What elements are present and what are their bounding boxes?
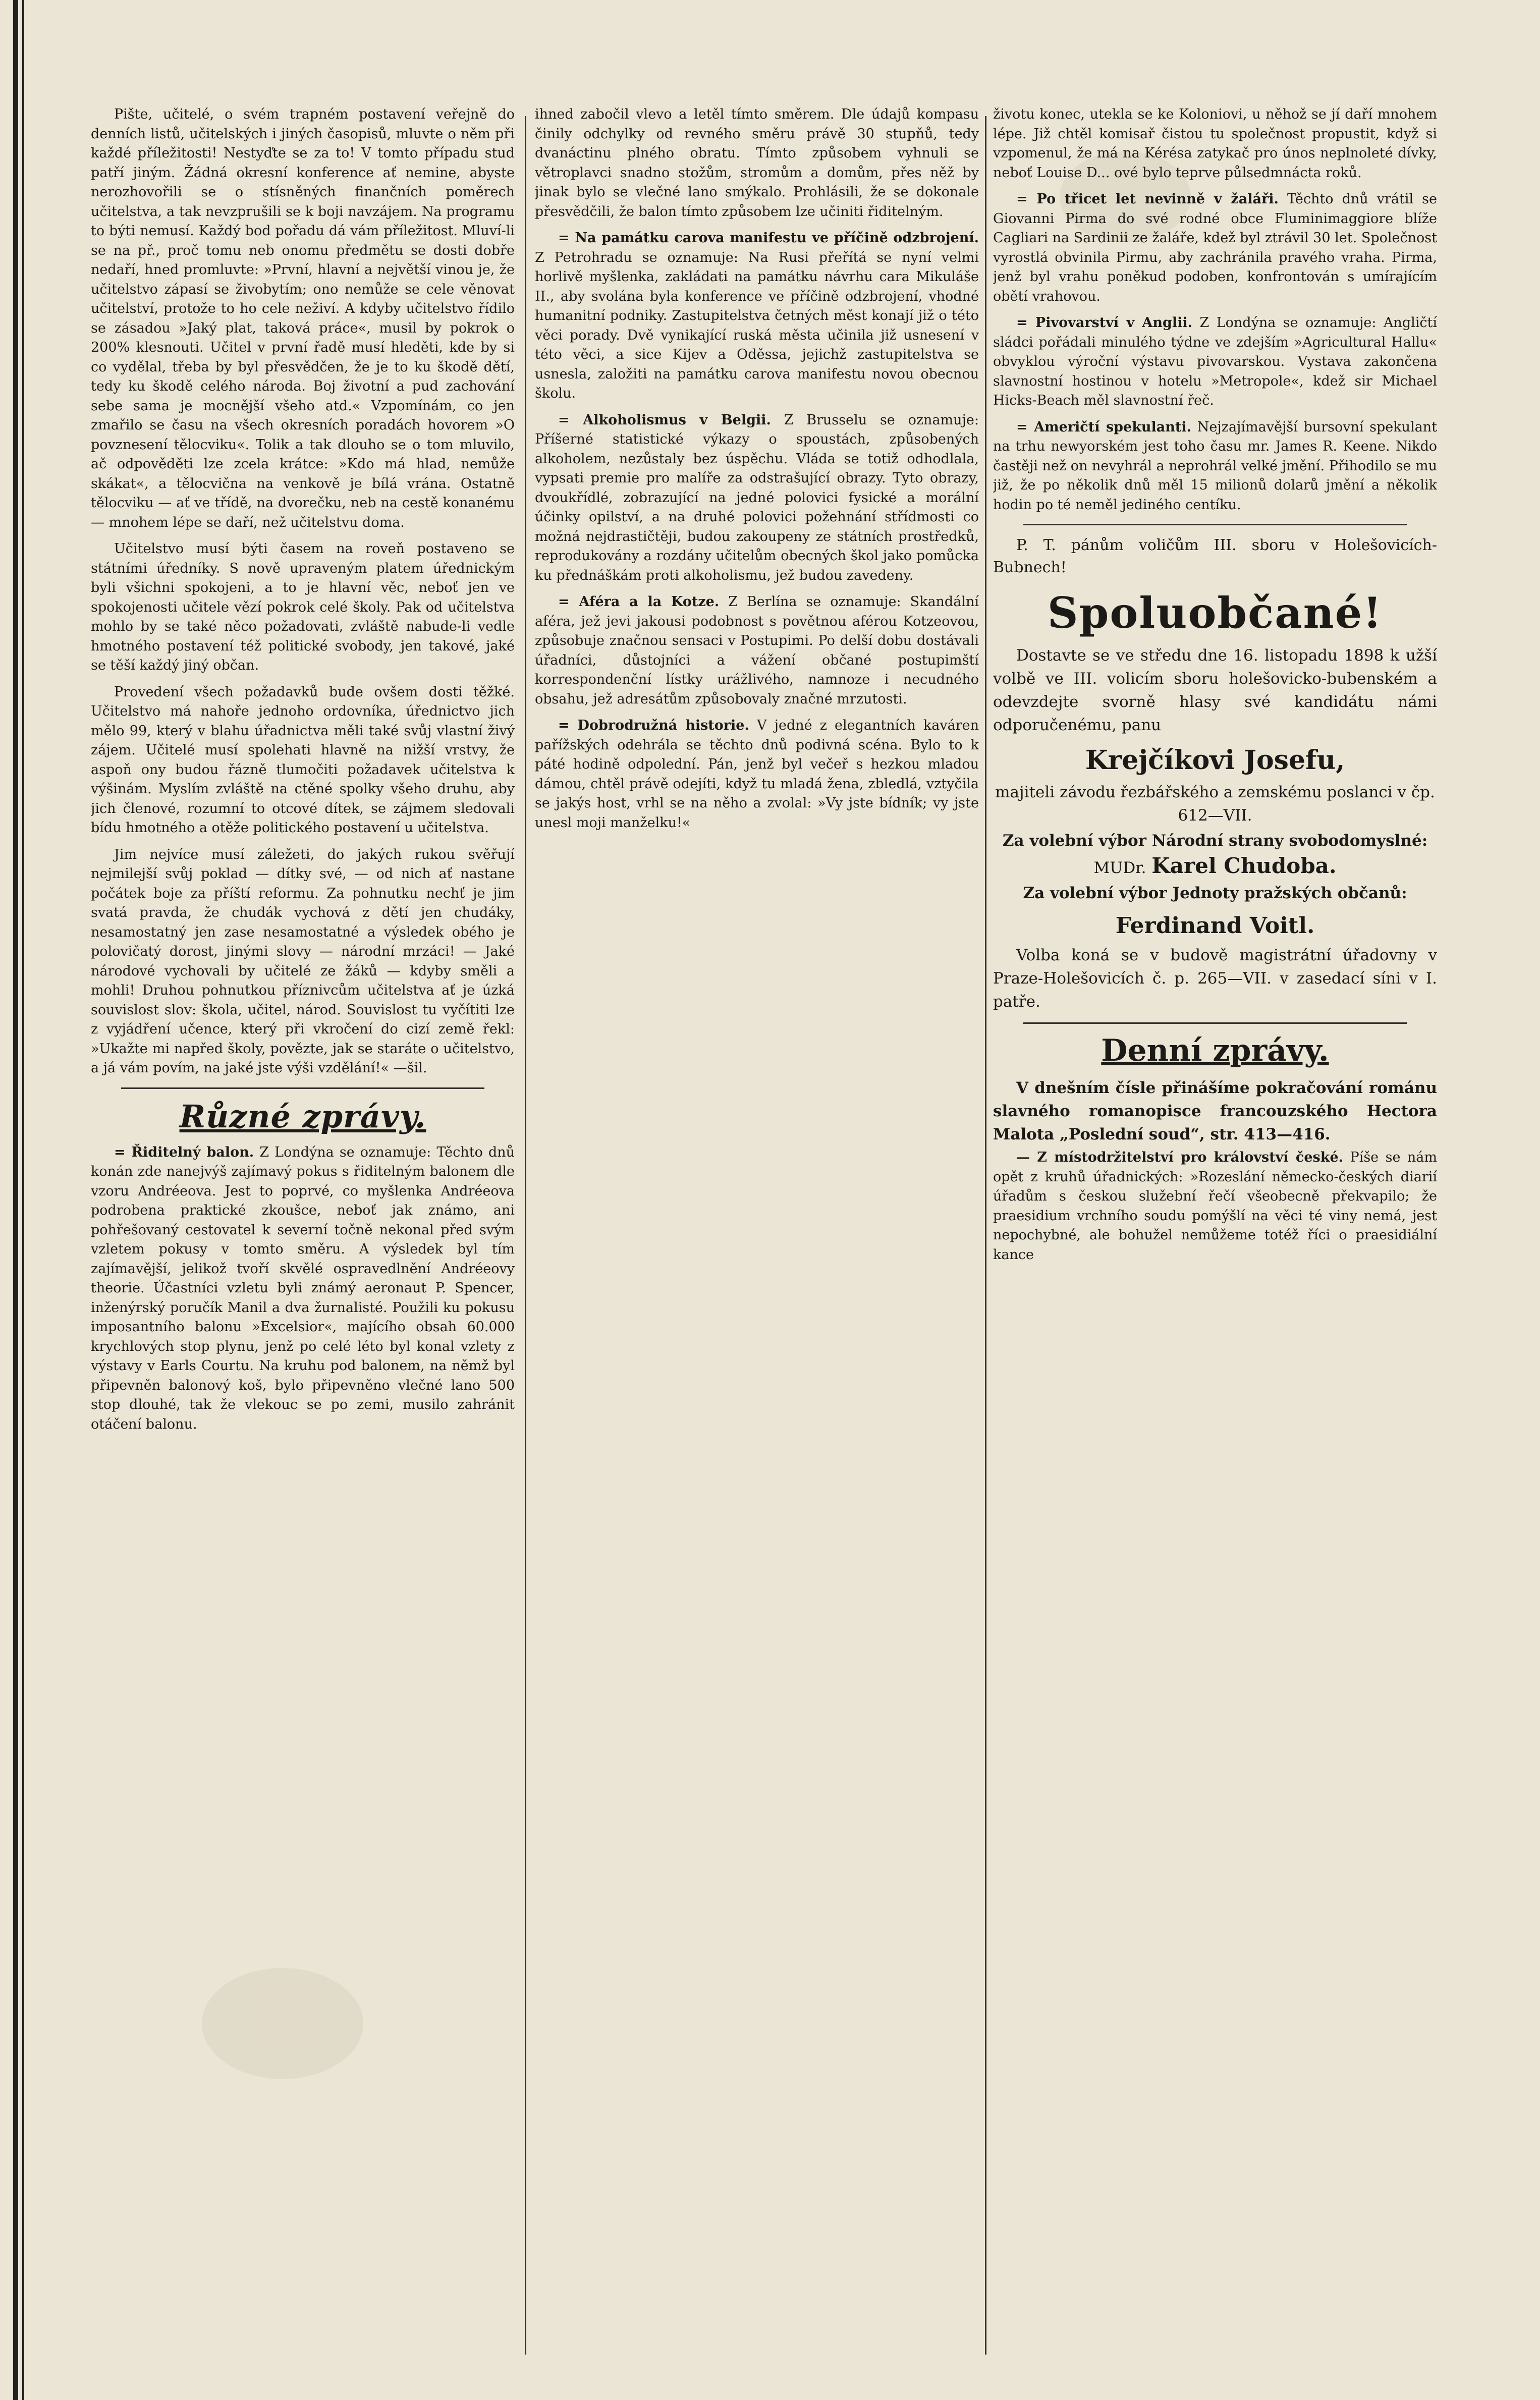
- signer-1: Karel Chudoba.: [1151, 853, 1337, 878]
- candidate-role: majiteli závodu řezbářského a zemskému poslanci v čp. 612—VII.: [995, 783, 1435, 825]
- election-notice: [993, 534, 1437, 1013]
- vote-info: Volba koná se v budově magistrátní úřadovny v Praze-Holešovicích č. p. 265—VII. v zasedací síni v I. patře.: [993, 946, 1437, 1011]
- article-title: = Pivovarství v Anglii.: [1016, 315, 1193, 331]
- article-title: = Aféra a la Kotze.: [558, 594, 720, 610]
- article-body: Píše se nám opět z kruhů úřadnických: »Rozeslání německo-českých diarií úřadům s českou služební řečí všeobecně překvapilo; že praesidium vrchního soudu pomýšlí na věci té viny nemá, jest nepochybné, ale bohužel nemůžeme totéž říci o praesidiální kance: [993, 1150, 1437, 1263]
- article-title: = Po třicet let nevinně v žaláři.: [1016, 191, 1279, 207]
- column-divider: [985, 116, 986, 2355]
- article-body: Nejzajímavější bursovní spekulant na trhu newyorském jest toho času mr. James R. Keene. Nikdo častěji než on nevyhrál a neprohrál velké jmění. Přihodilo se mu již, že po několik dnů měl 15 milionů dolarů jmění a několik hodin po té neměl jediného centíku.: [993, 419, 1437, 513]
- separator: [121, 1087, 484, 1089]
- article: [993, 418, 1437, 515]
- notice-body: Dostavte se ve středu dne 16. listopadu 1898 k užší volbě ve III. volicím sboru holešovicko-bubenském a odevzdejte svorně hlasy své kandidátu námi odporučenému, panu: [993, 646, 1437, 734]
- separator: [1023, 1022, 1407, 1024]
- paragraph: životu konec, utekla se ke Koloniovi, u něhož se jí daří mnohem lépe. Již chtěl komisař čistou tu společnost propustit, když si vzpomenul, že má na Kérésa zatykač pro únos neplnoleté dívky, neboť Louise D... ové bylo teprve půlsedmnácta roků.: [993, 106, 1437, 181]
- article-body: Z Petrohradu se oznamuje: Na Rusi přeřítá se nyní velmi horlivě myšlenka, zakládati na památku návrhu cara Mikuláše II., aby svolána byla konference ve příčině odzbrojení, vhodné humanitní podniky. Zastupitelstva četných měst konají již o této věci porady. Dvě vynikající ruská města učinila již usnesení v této věci, a sice Kijev a Oděssa, jejichž zastupitelstva se usnesla, založiti na památku carova manifestu novou obecnou školu.: [535, 249, 979, 401]
- column-3: [993, 105, 1437, 2346]
- article: [993, 1148, 1437, 1265]
- news-intro: V dnešním čísle přinášíme pokračování románu slavného romanopisce francouzského Hectora Malota „Poslední soud“, str. 413—416.: [993, 1079, 1437, 1143]
- article: [993, 313, 1437, 411]
- column-1: [91, 105, 515, 2346]
- article-title: — Z místodržitelství pro království české.: [1016, 1150, 1344, 1165]
- article-balloon: [91, 1143, 515, 1435]
- page-edge-rule: [13, 0, 31, 2400]
- section-title-denni-zpravy: Denní zprávy.: [1101, 1033, 1329, 1068]
- article: [535, 229, 979, 404]
- article-body: Z Berlína se oznamuje: Skandální aféra, jež jevi jakousi podobnost s povětnou aférou Kotzeovou, způsobuje značnou sensaci v Postupimi. Po delší dobu dostávali úřadníci, důstojníci a vážení občané postupimští korrespondenční lístky urážlivého, namnoze i necudného obsahu, jež adresátům způsobovaly značné mrzutosti.: [535, 594, 979, 707]
- article-title: = Američtí spekulanti.: [1016, 419, 1192, 435]
- notice-headline: Spoluobčané!: [1047, 588, 1383, 638]
- separator: [1023, 524, 1407, 525]
- paragraph: Pište, učitelé, o svém trapném postavení veřejně do denních listů, učitelských i jiných časopisů, mluvte o něm při každé příležitosti! Nestyďte se za to! V tomto případu stud patří jiným. Žádná okresní konference ať nemine, abyste nerozhovořili se o stísněných finančních poměrech učitelstva, a tak nevzprušili se k boji navzájem. Na programu to býti nemusí. Každý bod pořadu dá vám příležitost. Mluví-li se na př., proč tomu neb onomu předmětu se dosti dobře nedaří, hned promluvte: »První, hlavní a největší vinou je, že učitelstvo zápasí se živobytím; ono nemůže se cele věnovat učitelství, protože to ho cele neživí. A kdyby učitelstvo řídilo se zásadou »Jaký plat, taková práce«, musil by pokrok o 200% klesnouti. Učitel v první řadě musí hleděti, kde by si co vydělal, třeba by byl přesvědčen, že je to ku škodě dětí, tedy ku škodě celého národa. Boj životní a pud zachování sebe sama je mocnější všeho atd.« Vzpomínám, co jen zmařilo se času na všech okresních poradách hovorem »O povznesení tělocviku«. Tolik a tak dlouho se o tom mluvilo, ač odpověděti lze zcela krátce: »Kdo má hlad, nemůže skákat«, a tělocvična na venkově je bílá vrána. Ostatně tělocviku — ať ve třídě, na dvorečku, neb na cestě konanému — mnohem lépe se daří, než učitelstvu doma.: [91, 106, 515, 530]
- paragraph: ihned zabočil vlevo a letěl tímto směrem. Dle údajů kompasu činily odchylky od revného směru právě 30 stupňů, tedy dvanáctinu plného obratu. Tímto způsobem vyhnuli se větroplavci snadno stožům, stromům a domům, přes něž by jinak bylo se vlečné lano smýkalo. Prohlásili, že se dokonale přesvědčili, že balon tímto způsobem lze učiniti řiditelným.: [535, 106, 979, 220]
- article: [993, 190, 1437, 306]
- article-body: Z Londýna se oznamuje: Těchto dnů konán zde nanejvýš zajímavý pokus s řiditelným balonem dle vzoru Andréeova. Jest to poprvé, co myšlenka Andréeova podrobena praktické zkoušce, neboť jak známo, ani pohřešovaný cestovatel k severní točně nekonal před svým vzletem pokusy v tomto směru. A výsledek byl tím zajímavější, jelikož tvoří skvělé ospravedlnění Andréeovy theorie. Účastníci vzletu byli známý aeronaut P. Spencer, inženýrský poručík Manil a dva žurnalisté. Použili ku pokusu imposantního balonu »Excelsior«, majícího obsah 60.000 krychlových stop plynu, jenž po celé léto byl konal vzlety z výstavy v Earls Courtu. Na kruhu pod balonem, na němž byl připevněn balonový koš, bylo připevněno vlečné lano 500 stop dlouhé, tak že vlekouc se po zemi, musilo zahránit otáčení balonu.: [91, 1144, 515, 1432]
- article-body: Z Londýna se oznamuje: Angličtí sládci pořádali minulého týdne ve zdejším »Agricultural Hallu« obvyklou výroční výstavu pivovarskou. Vystava zakončena slavnostní hostinou v hotelu »Metropole«, kdež sir Michael Hicks-Beach měl slavnostní řeč.: [993, 315, 1437, 408]
- article-title: = Dobrodružná historie.: [558, 718, 749, 733]
- candidate-name: Krejčíkovi Josefu,: [1085, 745, 1345, 776]
- article: [535, 592, 979, 709]
- article: [535, 411, 979, 586]
- notice-intro: P. T. pánům voličům III. sboru v Holešovicích-Bubnech!: [993, 536, 1437, 576]
- article-body: Z Brusselu se oznamuje: Příšerné statistické výkazy o spoustách, způsobených alkoholem, nezůstaly bez úspěchu. Vláda se totiž odhodlala, vypsati premie pro malíře za odstrašující obrazy. Tyto obrazy, dvoukřídlé, zobrazující na jedné polovici fysické a morální účinky opilství, a na druhé polovici požehnání střídmosti co možná nejdrastičtěji, budou zakoupeny ze státních prostředků, reprodukovány a rozdány učitelům obecných škol jako pomůcka ku přednáškám proti alkoholismu, jež budou zavedeny.: [535, 412, 979, 583]
- article-title: = Alkoholismus v Belgii.: [558, 412, 771, 428]
- committee-1: Za volební výbor Národní strany svobodomyslné:: [1002, 832, 1428, 850]
- signer-2: Ferdinand Voitl.: [1115, 913, 1315, 939]
- paragraph: Provedení všech požadavků bude ovšem dosti těžké. Učitelstvo má nahoře jednoho ordovníka, úřednictvo jich mělo 99, který v blahu úřadnictva měli také svůj vlastní živý zájem. Učitelé musí spolehati hlavně na nižší vrstvy, že aspoň ony budou řázně tlumočiti požadavek učitelstva k výšinám. Myslím zvláště na ctěné spolky všeho druhu, aby jich členové, rozumní to otcové dítek, se zájmem sledovali bídu hmotného a otěže politického postavení u učitelstva.: [91, 684, 515, 836]
- article-body: Těchto dnů vrátil se Giovanni Pirma do své rodné obce Fluminimaggiore blíže Cagliari na Sardinii ze žaláře, kdež byl ztrávil 30 let. Společnost vyrostlá obvinila Pirmu, aby zachránila pravého vraha. Pirma, jenž byl vrahu poněkud podoben, konfrontován s umírajícím obětí vrahovou.: [993, 191, 1437, 304]
- paragraph: Jim nejvíce musí záležeti, do jakých rukou svěřují nejmilejší svůj poklad — dítky své, — od nich ať nastane počátek boje za příští reformu. Za pohnutku nechť je jim svatá pravda, že chudák vychová z dětí jen chudáky, nesamostatný jen zase nesamostatné a výsledek obého je polovičatý dorost, jinými slovy — národní mrzáci! — Jaké národové vychovali by učitelé ze žáků — kdyby směli a mohli! Druhou pohnutkou příznivcům učitelstva ať je úzká souvislost slov: škola, učitel, národ. Souvislost tu vyčítiti lze z vyjádření učence, který při vkročení do cizí země řekl: »Ukažte mi napřed školy, povězte, jak se staráte o učitelstvo, a já vám povím, na jaké jste výši vzdělání!« —šil.: [91, 846, 515, 1076]
- signer-1-prefix: MUDr.: [1093, 859, 1146, 877]
- article-title: = Řiditelný balon.: [114, 1144, 254, 1160]
- column-2: [535, 105, 979, 2346]
- article-body: V jedné z elegantních kaváren pařížských odehrála se těchto dnů podivná scéna. Bylo to k páté hodině odpolední. Pán, jenž byl večeř s hezkou mladou dámou, chtěl právě odejíti, když tu mladá žena, zbledlá, vztyčila se jakýs host, vrhl se na něho a zvolal: »Vy jste bídník; vy jste unesl moji manželku!«: [535, 718, 979, 831]
- signer-1-line: [993, 854, 1437, 880]
- article: [535, 716, 979, 833]
- column-divider: [525, 116, 526, 2355]
- article-title: = Na památku carova manifestu ve příčině odzbrojení.: [558, 230, 979, 246]
- committee-2: Za volební výbor Jednoty pražských občanů:: [1023, 884, 1407, 902]
- paragraph: Učitelstvo musí býti časem na roveň postaveno se státními úředníky. S nově upraveným platem úřednickým byli všichni spokojeni, a to je hlavní věc, neboť jen ve spokojenosti učitele vězí pokrok celé školy. Pak od učitelstva mohlo by se také něco požadovati, zvláště nabude-li vedle hmotného postavení též politické svobody, jen takové, jaké se těší každý jiný občan.: [91, 541, 515, 673]
- section-title-ruzne-zpravy: Různé zprávy.: [179, 1098, 426, 1135]
